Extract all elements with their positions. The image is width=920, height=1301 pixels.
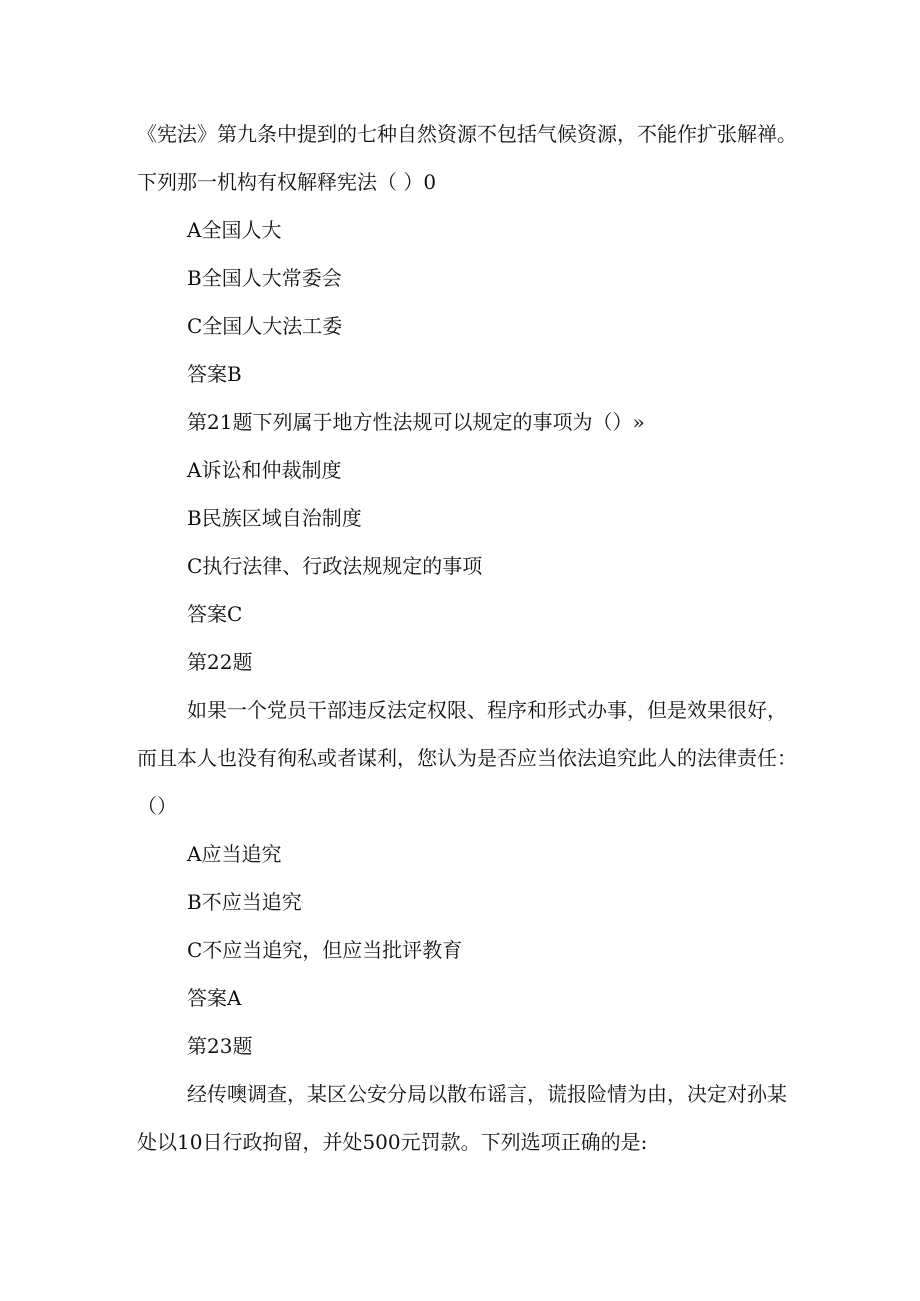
option-c: C全国人大法工委: [187, 314, 343, 338]
answer-line: 答案B: [187, 362, 242, 386]
option-b: B不应当追究: [187, 890, 302, 914]
answer-line: 答案C: [187, 602, 243, 626]
paragraph-line: 而且本人也没有徇私或者谋利，您认为是否应当依法追究此人的法律责任：: [137, 746, 797, 770]
question-number: 第23题: [187, 1034, 253, 1058]
paragraph-line: 如果一个党员干部违反法定权限、程序和形式办事，但是效果很好，: [187, 698, 787, 722]
paragraph-line: 经传噢调查，某区公安分局以散布谣言，谎报险情为由，决定对孙某: [187, 1082, 787, 1106]
question-line: 第21题下列属于地方性法规可以规定的事项为（）»: [187, 410, 645, 434]
option-a: A诉讼和仲裁制度: [187, 458, 342, 482]
option-c: C不应当追究，但应当批评教育: [187, 938, 463, 962]
option-b: B民族区域自治制度: [187, 506, 362, 530]
option-a: A应当追究: [187, 842, 282, 866]
paragraph-line: （）: [137, 794, 177, 818]
question-number: 第22题: [187, 650, 253, 674]
paragraph-line: 《宪法》第九条中提到的七种自然资源不包括气候资源，不能作扩张解禅。: [137, 122, 797, 146]
paragraph-line: 处以10日行政拘留，并处500元罚款。下列选项正确的是:: [137, 1130, 648, 1154]
option-b: B全国人大常委会: [187, 266, 342, 290]
option-c: C执行法律、行政法规规定的事项: [187, 554, 483, 578]
answer-line: 答案A: [187, 986, 242, 1010]
question-line: 下列那一机构有权解释宪法（ ）0: [137, 170, 437, 194]
option-a: A全国人大: [187, 218, 282, 242]
